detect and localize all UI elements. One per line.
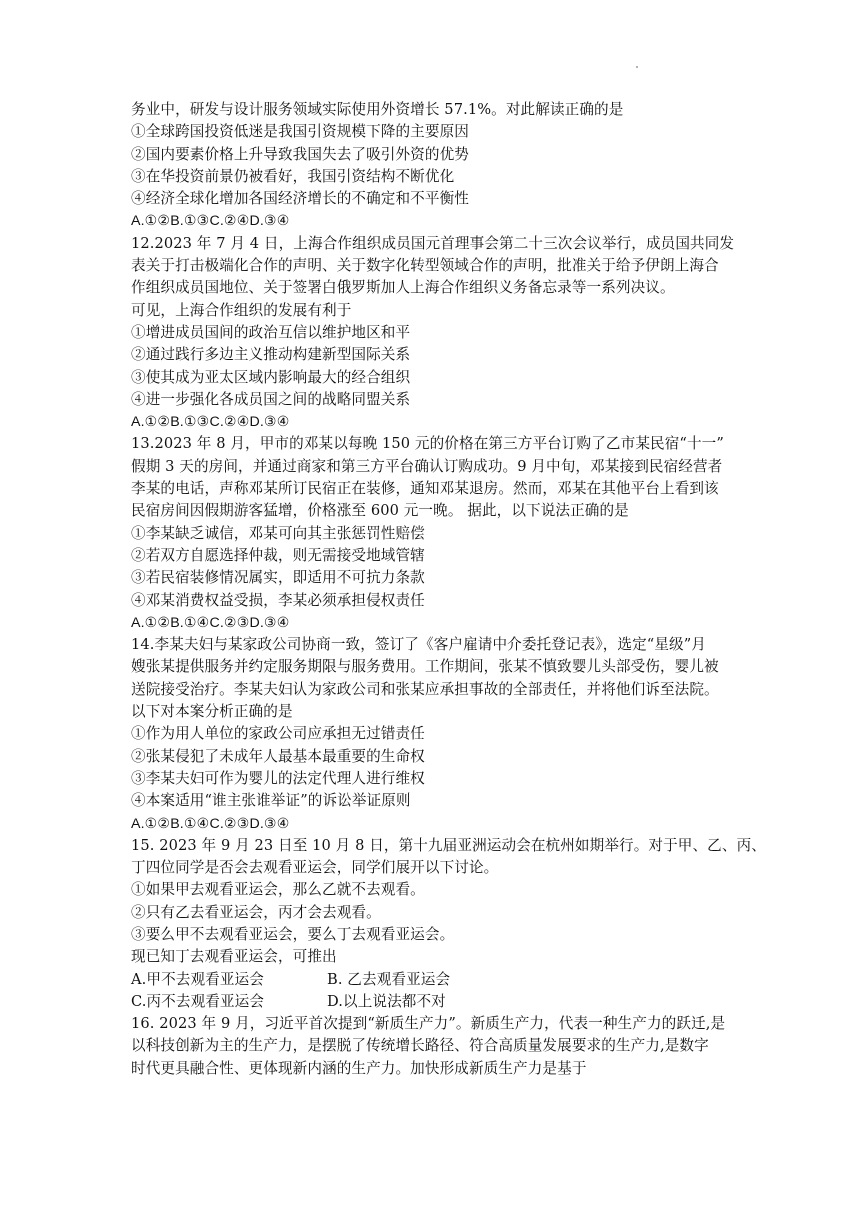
q15-option-c: C.丙不去观看亚运会: [131, 992, 265, 1010]
q13-item-4: ④邓某消费权益受损，李某必须承担侵权责任: [131, 591, 425, 609]
q16-stem-line-2: 以科技创新为主的生产力，是摆脱了传统增长路径、符合高质量发展要求的生产力,是数字: [131, 1037, 709, 1055]
q12-item-4: ④进一步强化各成员国之间的战略同盟关系: [131, 390, 411, 408]
q16-stem-line-1: 16. 2023 年 9 月，习近平首次提到“新质生产力”。新质生产力，代表一种生产力的跃迁,是: [131, 1015, 726, 1033]
q11-item-2: ②国内要素价格上升导致我国失去了吸引外资的优势: [131, 145, 469, 163]
q11-item-1: ①全球跨国投资低迷是我国引资规模下降的主要原因: [131, 123, 469, 141]
q14-item-4: ④本案适用“谁主张谁举证”的诉讼举证原则: [131, 792, 411, 810]
q15-stem-line-1: 15. 2023 年 9 月 23 日至 10 月 8 日，第十九届亚洲运动会在杭州如期举行。对于甲、乙、丙、: [131, 836, 766, 854]
q15-item-1: ①如果甲去观看亚运会，那么乙就不去观看。: [131, 881, 425, 899]
q12-stem-line-3: 作组织成员国地位、关于签署白俄罗斯加人上海合作组织义务备忘录等一系列决议。: [131, 279, 675, 297]
q14-stem-line-2: 嫂张某提供服务并约定服务期限与服务费用。工作期间，张某不慎致婴儿头部受伤，婴儿被: [131, 658, 719, 676]
q15-option-d: D.以上说法都不对: [327, 992, 446, 1010]
q16-stem-line-4: [131, 1080, 731, 1102]
q14-stem-line-4: 以下对本案分析正确的是: [131, 703, 293, 721]
q13-item-1: ①李某缺乏诚信，邓某可向其主张惩罚性赔偿: [131, 524, 425, 542]
q13-stem-line-3: 李某的电话，声称邓某所订民宿正在装修，通知邓某退房。然而，邓某在其他平台上看到该: [131, 480, 719, 498]
q12-stem-line-4: 可见，上海合作组织的发展有利于: [131, 301, 352, 319]
q13-stem-line-4: 民宿房间因假期游客猛增，价格涨至 600 元一晚。 据此，以下说法正确的是: [131, 502, 629, 520]
q14-stem-line-1: 14.李某夫妇与某家政公司协商一致，签订了《客户雇请中介委托登记表》，选定“星级”月: [131, 636, 707, 654]
q14-stem-line-3: 送院接受治疗。李某夫妇认为家政公司和张某应承担事故的全部责任，并将他们诉至法院。: [131, 680, 719, 698]
q15-prompt: 现已知丁去观看亚运会，可推出: [131, 948, 337, 966]
scan-dot: [636, 66, 638, 68]
question-content: [131, 99, 766, 1102]
q13-stem-line-1: 13.2023 年 8 月，甲市的邓某以每晚 150 元的价格在第三方平台订购了乙市某民宿“十一”: [131, 435, 724, 453]
q11-stem-end: 务业中，研发与设计服务领域实际使用外资增长 57.1%。对此解读正确的是: [131, 101, 624, 118]
q12-stem-line-2: 表关于打击极端化合作的声明、关于数字化转型领域合作的声明，批准关于给予伊朗上海合: [131, 257, 719, 275]
q15-stem-line-2: 丁四位同学是否会去观看亚运会，同学们展开以下讨论。: [131, 859, 499, 877]
q13-item-2: ②若双方自愿选择仲裁，则无需接受地域管辖: [131, 546, 425, 564]
q15-options-row-2: [131, 991, 731, 1013]
q11-item-4: ④经济全球化增加各国经济增长的不确定和不平衡性: [131, 190, 469, 208]
q12-stem-line-1: 12.2023 年 7 月 4 日，上海合作组织成员国元首理事会第二十三次会议举行，成员国共同发: [131, 234, 735, 252]
q15-option-a: A.甲不去观看亚运会: [131, 970, 264, 988]
q14-item-2: ②张某侵犯了未成年人最基本最重要的生命权: [131, 747, 425, 765]
q12-options: A.①②B.①③C.②④D.③④: [131, 414, 290, 431]
q13-options: A.①②B.①④C.②③D.③④: [131, 614, 290, 631]
q14-options: A.①②B.①④C.②③D.③④: [131, 815, 290, 832]
q12-item-3: ③使其成为亚太区域内影响最大的经合组织: [131, 368, 411, 386]
q13-stem-line-2: 假期 3 天的房间，并通过商家和第三方平台确认订购成功。9 月中旬，邓某接到民宿经营者: [131, 457, 723, 475]
q11-options: A.①②B.①③C.②④D.③④: [131, 213, 290, 230]
q12-item-1: ①增进成员国间的政治互信以维护地区和平: [131, 323, 411, 341]
q11-item-3: ③在华投资前景仍被看好，我国引资结构不断优化: [131, 167, 455, 185]
q14-item-3: ③李某夫妇可作为婴儿的法定代理人进行维权: [131, 769, 425, 787]
q15-option-b: B. 乙去观看亚运会: [327, 970, 451, 988]
q15-item-3: ③要么甲不去观看亚运会，要么丁去观看亚运会。: [131, 925, 455, 943]
q13-item-3: ③若民宿装修情况属实，即适用不可抗力条款: [131, 569, 425, 587]
q15-options-row-1: [131, 969, 731, 991]
q14-item-1: ①作为用人单位的家政公司应承担无过错责任: [131, 725, 425, 743]
q12-item-2: ②通过践行多边主义推动构建新型国际关系: [131, 346, 411, 364]
q16-stem-line-3: 时代更具融合性、更体现新内涵的生产力。加快形成新质生产力是基于: [131, 1059, 587, 1077]
q15-item-2: ②只有乙去看亚运会，丙才会去观看。: [131, 903, 381, 921]
